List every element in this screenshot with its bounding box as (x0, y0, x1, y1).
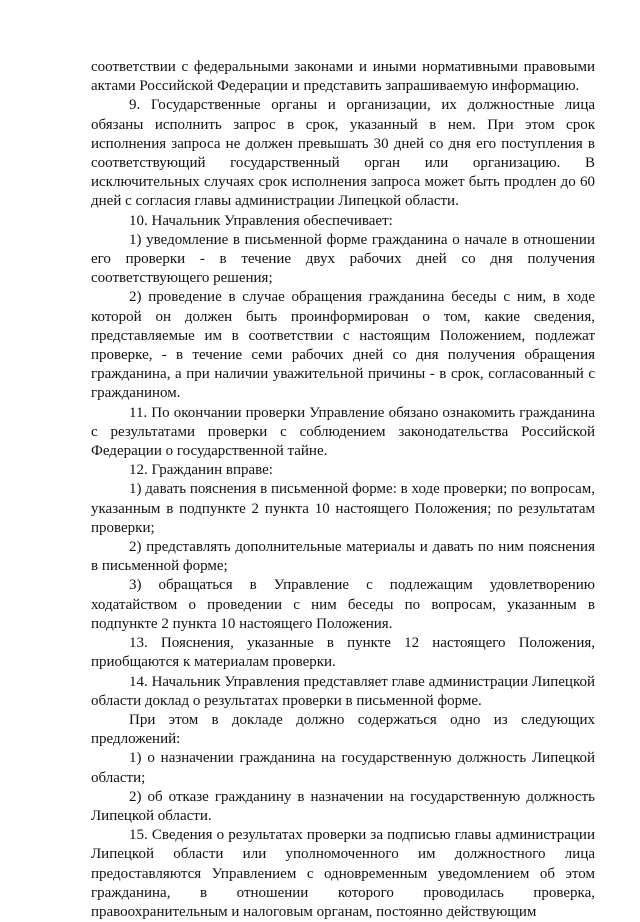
paragraph-item-12-1: 1) давать пояснения в письменной форме: в ходе проверки; по вопросам, указанным в подпункте 2 пункта 10 настоящего Положения; по результатам проверки; (91, 481, 595, 536)
paragraph-item-12: 12. Гражданин вправе: (129, 462, 273, 479)
paragraph-item-15: 15. Сведения о результатах проверки за подписью главы администрации Липецкой области или уполномоченного им должностного лица предоставляются Управлением с одновременным уведомлением об этом гражданина, в отношении которого проводилась проверка, правоохранительным и налоговым органам, постоянно действующим (91, 827, 595, 920)
paragraph-item-12-3: 3) обращаться в Управление с подлежащим удовлетворению ходатайством о проведении с ним беседы по вопросам, указанным в подпункте 2 пункта 10 настоящего Положения. (91, 577, 595, 632)
paragraph-item-14: 14. Начальник Управления представляет главе администрации Липецкой области доклад о результатах проверки в письменной форме. (91, 673, 595, 709)
paragraph-item-14-2: 2) об отказе гражданину в назначении на государственную должность Липецкой области. (91, 788, 595, 824)
paragraph-item-13: 13. Пояснения, указанные в пункте 12 настоящего Положения, приобщаются к материалам проверки. (91, 635, 595, 671)
paragraph-item-11: 11. По окончании проверки Управление обязано ознакомить гражданина с результатами проверки с соблюдением законодательства Российской Федерации о государственной тайне. (91, 404, 595, 460)
document-page (91, 58, 595, 922)
paragraph-item-9: 9. Государственные органы и организации, их должностные лица обязаны исполнить запрос в срок, указанный в нем. При этом срок исполнения запроса не должен превышать 30 дней со дня его поступления в соответствующий государственный орган или организацию. В исключительных случаях срок исполнения запроса может быть продлен до 60 дней с согласия главы администрации Липецкой области. (91, 97, 595, 210)
paragraph-item-10: 10. Начальник Управления обеспечивает: (129, 212, 393, 229)
paragraph-item-14-note: При этом в докладе должно содержаться одно из следующих предложений: (91, 711, 595, 748)
paragraph-item-10-2: 2) проведение в случае обращения гражданина беседы с ним, в ходе которой он должен быть проинформирован о том, какие сведения, представляемые им в соответствии с настоящим Положением, подлежат проверке, - в течение семи рабочих дней со дня получения обращения гражданина, а при наличии уважительной причины - в срок, согласованный с гражданином. (91, 289, 595, 402)
paragraph-item-10-1: 1) уведомление в письменной форме гражданина о начале в отношении его проверки - в течение двух рабочих дней со дня получения соответствующего решения; (91, 231, 595, 287)
paragraph-continuation: соответствии с федеральными законами и иными нормативными правовыми актами Российской Федерации и представить запрашиваемую информацию. (91, 59, 595, 95)
paragraph-item-14-1: 1) о назначении гражданина на государственную должность Липецкой области; (91, 750, 595, 786)
paragraph-item-12-2: 2) представлять дополнительные материалы и давать по ним пояснения в письменной форме; (91, 539, 595, 575)
